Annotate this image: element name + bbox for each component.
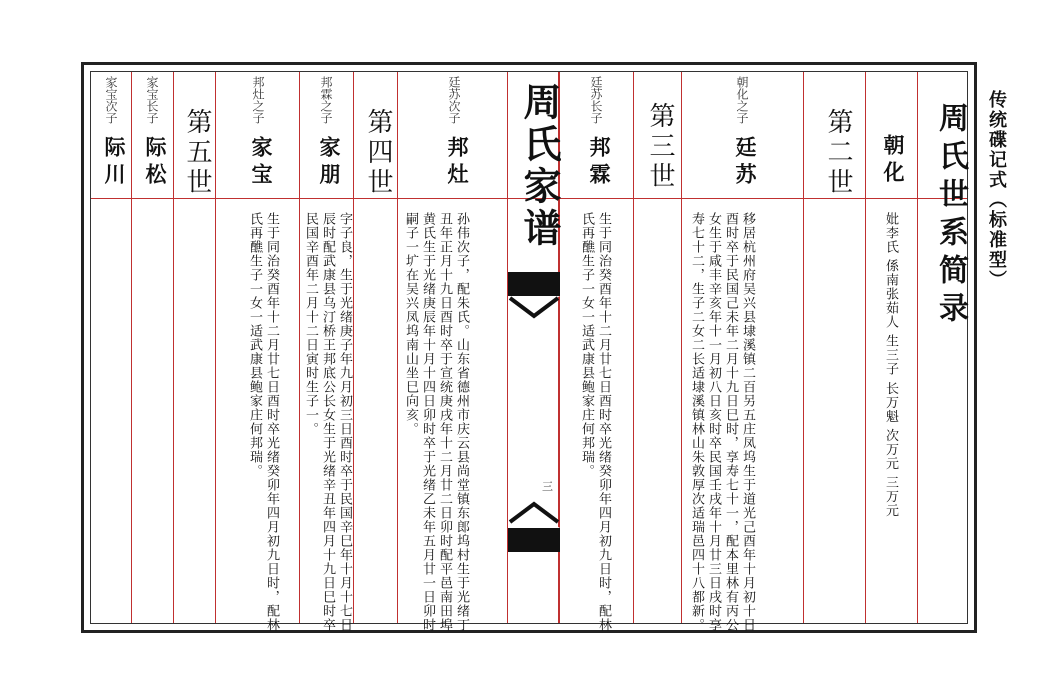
side-title: 传统碟记式（标准型） bbox=[986, 90, 1007, 290]
relation-jisong: 家宝长子 bbox=[145, 76, 159, 124]
name-jichuan: 际川 bbox=[102, 136, 127, 190]
page-number: 三 bbox=[542, 480, 553, 493]
generation-4-label: 第四世 bbox=[363, 108, 393, 198]
text-banglin: 生于同治癸酉年十二月廿七日酉时卒光绪癸卯年四月初九日时，配林氏再醮生子一女一适武康县鲍家庄何邦瑞。 bbox=[579, 212, 611, 632]
column-center-title bbox=[507, 72, 562, 623]
column-gen2 bbox=[803, 72, 865, 623]
text-jiabao: 生于同治癸酉年十二月廿七日酉时卒光绪癸卯年四月初九日时，配林氏再醮生子一女一适武康县鲍家庄何邦瑞。 bbox=[247, 212, 279, 632]
relation-jiapeng: 邦霖之子 bbox=[319, 76, 333, 124]
relation-tingsu: 朝化之子 bbox=[735, 76, 749, 124]
column-tingsu bbox=[681, 72, 803, 632]
genealogy-frame bbox=[81, 62, 977, 633]
column-jiapeng bbox=[299, 72, 353, 632]
column-jisong bbox=[131, 72, 173, 623]
name-banglin: 邦霖 bbox=[587, 136, 612, 190]
name-tingsu: 廷苏 bbox=[733, 136, 758, 190]
column-gen4 bbox=[353, 72, 397, 623]
text-tingsu: 移居杭州府吴兴县埭溪镇二百另五庄凤坞生于道光己酉年十月初十日酉时卒于民国己未年二月十九日巳时，享寿七十一，配本里林有丙公女生于咸丰辛亥年十一月初八日亥时卒民国壬戌年十月廿三日戌时享寿七十二，生子二女二长适埭溪镇林山朱敦厚次适瑞邑四十八都新。 bbox=[689, 212, 755, 632]
center-title: 周氏家谱 bbox=[517, 82, 562, 250]
column-banglin bbox=[559, 72, 633, 632]
generation-2-label: 第二世 bbox=[823, 108, 853, 198]
text-jiapeng: 字子良，生于光绪庚子年九月初三日酉时卒于民国辛巳年十月十七日辰时配武康县乌汀桥王邦底公长女生于光绪辛丑年四月十九日巳时卒民国辛酉年二月十二日寅时生子一。 bbox=[303, 212, 352, 632]
generation-3-label: 第三世 bbox=[645, 102, 675, 192]
name-jiabao: 家宝 bbox=[249, 136, 274, 190]
column-main-title bbox=[917, 72, 973, 623]
column-jiabao bbox=[215, 72, 299, 632]
name-bangzao: 邦灶 bbox=[445, 136, 470, 190]
main-title: 周氏世系简录 bbox=[933, 102, 968, 330]
column-chaohua bbox=[865, 72, 917, 623]
generation-5-label: 第五世 bbox=[182, 108, 212, 198]
column-gen5 bbox=[173, 72, 215, 623]
column-gen3 bbox=[633, 72, 681, 623]
column-bangzao bbox=[397, 72, 507, 632]
text-bangzao: 孙伟次子，配朱氏。山东省德州市庆云县尚堂镇东郎坞村生于光绪丁丑年正月十九日酉时卒于宣统庚戌年十二月廿二日卯时配平邑南田埠黄氏生于光绪庚辰年十月十四日卯时卒于光绪乙未年五月廿一日卯时嗣子一圹在吴兴凤坞南山坐巳向亥。 bbox=[403, 212, 469, 632]
column-jichuan bbox=[91, 72, 131, 623]
genealogy-inner-border bbox=[90, 71, 968, 632]
name-jisong: 际松 bbox=[143, 136, 168, 190]
text-chaohua: 妣李氏 係南张茹人 生三子 长万魁 次万元 三万元 bbox=[883, 212, 898, 518]
fishtail-ornament bbox=[508, 272, 560, 552]
relation-banglin: 廷苏长子 bbox=[589, 76, 603, 124]
relation-jichuan: 家宝次子 bbox=[104, 76, 118, 124]
relation-jiabao: 邦灶之子 bbox=[251, 76, 265, 124]
relation-bangzao: 廷苏次子 bbox=[447, 76, 461, 124]
name-jiapeng: 家朋 bbox=[317, 136, 342, 190]
name-chaohua: 朝化 bbox=[881, 134, 906, 188]
